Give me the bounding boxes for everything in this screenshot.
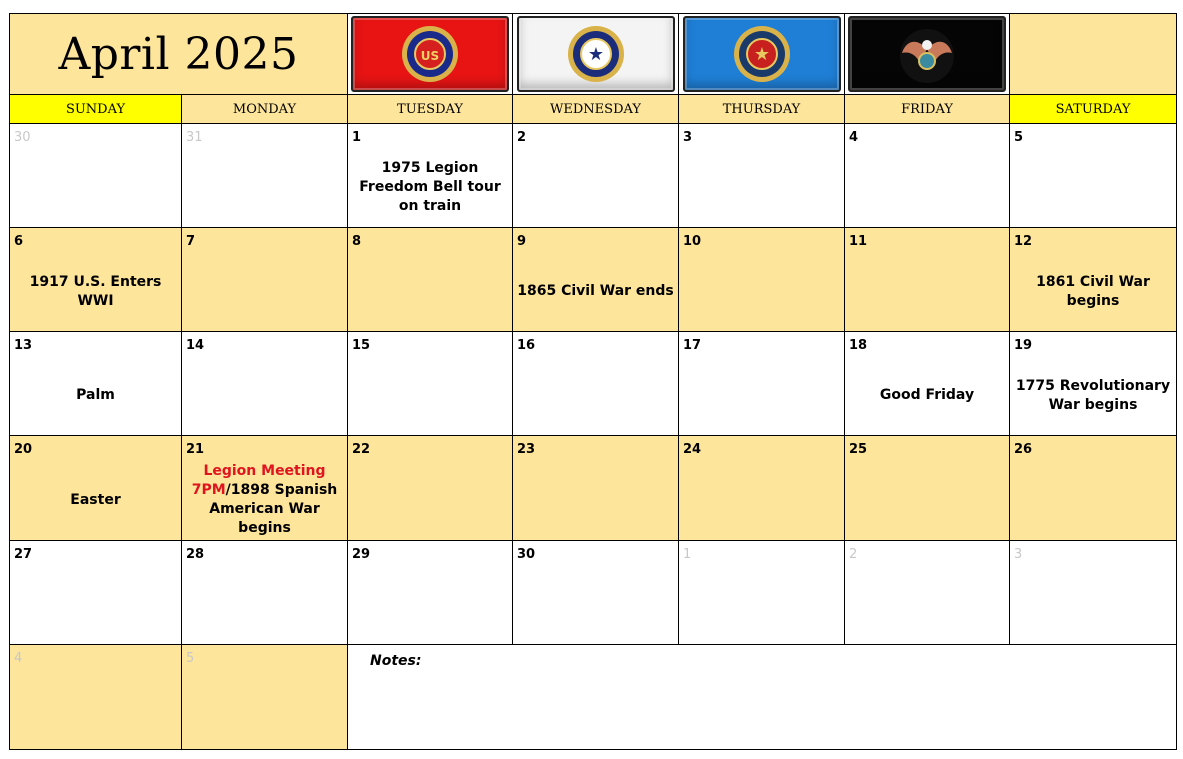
event-text: /1898 Spanish American War begins xyxy=(209,482,338,536)
day-event xyxy=(350,154,510,221)
day-number: 22 xyxy=(352,442,371,457)
day-cell[interactable] xyxy=(347,123,513,228)
day-number: 31 xyxy=(186,130,203,145)
weekday-header-monday: MONDAY xyxy=(181,94,348,124)
day-number: 6 xyxy=(14,234,24,249)
day-cell[interactable] xyxy=(512,331,679,436)
day-number: 28 xyxy=(186,547,205,562)
day-number: 18 xyxy=(849,338,868,353)
day-cell[interactable] xyxy=(844,123,1010,228)
day-number: 8 xyxy=(352,234,362,249)
day-cell[interactable] xyxy=(347,540,513,645)
event-text: 1775 Revolutionary War begins xyxy=(1015,377,1171,413)
event-text: Good Friday xyxy=(879,387,975,403)
day-number: 27 xyxy=(14,547,33,562)
day-cell[interactable] xyxy=(9,644,182,750)
day-number: 9 xyxy=(517,234,527,249)
day-event xyxy=(1012,258,1174,325)
day-number: 2 xyxy=(849,547,858,562)
day-number: 7 xyxy=(186,234,196,249)
day-number: 3 xyxy=(683,130,693,145)
day-number: 16 xyxy=(517,338,536,353)
day-number: 5 xyxy=(1014,130,1024,145)
day-cell[interactable] xyxy=(9,227,182,332)
day-cell[interactable] xyxy=(181,644,348,750)
day-number: 19 xyxy=(1014,338,1033,353)
day-cell[interactable] xyxy=(1009,435,1177,541)
header-blank-cell xyxy=(1009,13,1177,95)
day-number: 4 xyxy=(14,651,23,666)
weekday-header-friday: FRIDAY xyxy=(844,94,1010,124)
day-number: 10 xyxy=(683,234,702,249)
day-event xyxy=(1012,362,1174,429)
event-text: 1865 Civil War ends xyxy=(517,283,674,299)
day-cell[interactable] xyxy=(1009,123,1177,228)
day-cell[interactable] xyxy=(512,435,679,541)
day-number: 23 xyxy=(517,442,536,457)
day-cell[interactable] xyxy=(844,435,1010,541)
weekday-header-saturday: SATURDAY xyxy=(1009,94,1177,124)
day-number: 26 xyxy=(1014,442,1033,457)
day-cell[interactable] xyxy=(181,227,348,332)
auxiliary-emblem-white-icon xyxy=(565,23,627,85)
svg-text:★: ★ xyxy=(753,44,770,65)
day-cell[interactable] xyxy=(678,123,845,228)
weekday-header-tuesday: TUESDAY xyxy=(347,94,513,124)
day-number: 1 xyxy=(352,130,362,145)
day-number: 17 xyxy=(683,338,702,353)
svg-text:★: ★ xyxy=(587,44,604,65)
day-event xyxy=(12,362,179,429)
notes-area[interactable] xyxy=(347,644,1177,750)
day-cell[interactable] xyxy=(347,435,513,541)
day-number: 3 xyxy=(1014,547,1023,562)
event-text: Easter xyxy=(70,491,121,508)
day-cell[interactable] xyxy=(844,540,1010,645)
sons-emblem-blue-icon xyxy=(731,23,793,85)
day-cell[interactable] xyxy=(1009,540,1177,645)
day-cell[interactable] xyxy=(181,123,348,228)
notes-label: Notes: xyxy=(370,653,422,669)
month-title: April 2025 xyxy=(58,28,299,80)
day-number: 4 xyxy=(849,130,859,145)
day-cell[interactable] xyxy=(844,227,1010,332)
weekday-header-sunday: SUNDAY xyxy=(9,94,182,124)
day-number: 2 xyxy=(517,130,527,145)
day-cell[interactable] xyxy=(512,123,679,228)
day-number: 14 xyxy=(186,338,205,353)
day-number: 20 xyxy=(14,442,33,457)
logo-cell-3 xyxy=(678,13,845,95)
day-event xyxy=(12,258,179,325)
day-number: 13 xyxy=(14,338,33,353)
legion-emblem-red xyxy=(351,16,509,92)
day-number: 11 xyxy=(849,234,868,249)
day-number: 21 xyxy=(186,442,205,457)
day-cell[interactable] xyxy=(9,540,182,645)
day-number: 1 xyxy=(683,547,692,562)
day-cell[interactable] xyxy=(9,435,182,541)
day-number: 30 xyxy=(517,547,536,562)
day-cell[interactable] xyxy=(512,227,679,332)
legion-emblem-red-icon xyxy=(399,23,461,85)
event-text: 1917 U.S. Enters WWI xyxy=(29,273,162,309)
riders-emblem-black xyxy=(848,16,1006,92)
day-cell[interactable] xyxy=(844,331,1010,436)
sons-emblem-blue xyxy=(683,16,841,92)
day-event xyxy=(184,463,345,536)
event-text: Palm xyxy=(76,387,115,403)
event-text: 1861 Civil War begins xyxy=(1036,273,1150,309)
logo-cell-4 xyxy=(844,13,1010,95)
calendar xyxy=(9,13,1176,749)
day-number: 29 xyxy=(352,547,371,562)
day-cell[interactable] xyxy=(678,435,845,541)
day-number: 15 xyxy=(352,338,371,353)
weekday-header-wednesday: WEDNESDAY xyxy=(512,94,679,124)
day-cell[interactable] xyxy=(678,227,845,332)
day-cell[interactable] xyxy=(678,540,845,645)
logo-cell-1 xyxy=(347,13,513,95)
day-event xyxy=(515,258,676,325)
day-cell[interactable] xyxy=(678,331,845,436)
day-cell[interactable] xyxy=(181,435,348,541)
logo-cell-2 xyxy=(512,13,679,95)
day-number: 5 xyxy=(186,651,195,666)
day-cell[interactable] xyxy=(347,227,513,332)
svg-text:US: US xyxy=(420,49,440,63)
auxiliary-emblem-white xyxy=(517,16,675,92)
event-text: 1975 Legion Freedom Bell tour on train xyxy=(359,160,501,214)
day-cell[interactable] xyxy=(181,540,348,645)
day-cell[interactable] xyxy=(347,331,513,436)
weekday-header-thursday: THURSDAY xyxy=(678,94,845,124)
day-number: 30 xyxy=(14,130,31,145)
day-number: 25 xyxy=(849,442,868,457)
day-cell[interactable] xyxy=(512,540,679,645)
day-cell[interactable] xyxy=(1009,227,1177,332)
riders-emblem-black-icon xyxy=(896,23,958,85)
day-event xyxy=(12,466,179,534)
meeting-event: Legion Meeting 7PM xyxy=(191,463,326,498)
title-cell xyxy=(9,13,348,95)
day-number: 24 xyxy=(683,442,702,457)
day-cell[interactable] xyxy=(9,123,182,228)
day-cell[interactable] xyxy=(9,331,182,436)
day-cell[interactable] xyxy=(181,331,348,436)
day-cell[interactable] xyxy=(1009,331,1177,436)
day-number: 12 xyxy=(1014,234,1033,249)
day-event xyxy=(847,362,1007,429)
